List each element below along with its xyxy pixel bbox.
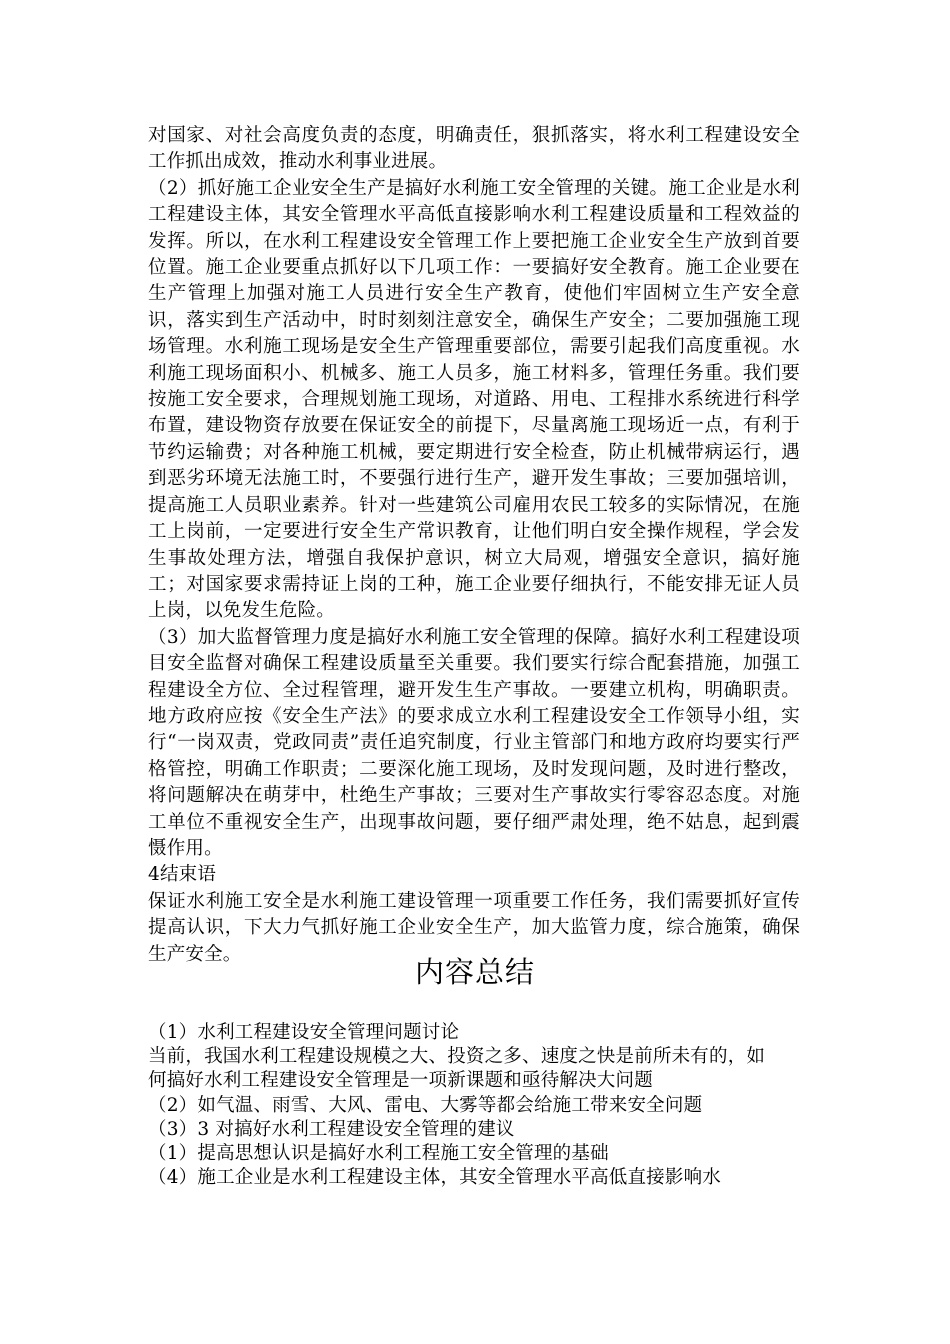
section-heading-conclusion: 4结束语 — [148, 864, 217, 886]
summary-list — [148, 1021, 773, 1190]
summary-item: （1）提高思想认识是搞好水利工程施工安全管理的基础 — [148, 1143, 609, 1165]
paragraph-enterprise-safety: （2）抓好施工企业安全生产是搞好水利施工安全管理的关键。施工企业是水利工程建设主体，其安全管理水平高低直接影响水利工程建设质量和工程效益的发挥。所以，在水利工程建设安全管理工作上要把施工企业安全生产放到首要位置。施工企业要重点抓好以下几项工作：一要搞好安全教育。施工企业要在生产管理上加强对施工人员进行安全生产教育，使他们牢固树立生产安全意识，落实到生产活动中，时时刻刻注意安全，确保生产安全；二要加强施工现场管理。水利施工现场是安全生产管理重要部位，需要引起我们高度重视。水利施工现场面积小、机械多、施工人员多，施工材料多，管理任务重。我们要按施工安全要求，合理规划施工现场，对道路、用电、工程排水系统进行科学布置，建设物资存放要在保证安全的前提下，尽量离施工现场近一点，有利于节约运输费；对各种施工机械，要定期进行安全检查，防止机械带病运行，遇到恶劣环境无法施工时，不要强行进行生产，避开发生事故；三要加强培训，提高施工人员职业素养。针对一些建筑公司雇用农民工较多的实际情况，在施工上岗前，一定要进行安全生产常识教育，让他们明白安全操作规程，学会发生事故处理方法，增强自我保护意识，树立大局观，增强安全意识，搞好施工；对国家要求需持证上岗的工种，施工企业要仔细执行，不能安排无证人员上岗，以免发生危险。 — [148, 177, 800, 622]
paragraph-conclusion: 保证水利施工安全是水利施工建设管理一项重要工作任务，我们需要抓好宣传提高认识，下大力气抓好施工企业安全生产，加大监管力度，综合施策，确保生产安全。 — [148, 890, 800, 965]
summary-item: （3）3 对搞好水利工程建设安全管理的建议 — [148, 1118, 515, 1140]
summary-title: 内容总结 — [414, 955, 535, 989]
summary-item: 当前，我国水利工程建设规模之大、投资之多、速度之快是前所未有的，如何搞好水利工程建设安全管理是一项新课题和亟待解决大问题 — [148, 1046, 766, 1092]
summary-item: （2）如气温、雨雪、大风、雷电、大雾等都会给施工带来安全问题 — [148, 1094, 703, 1116]
summary-item: （1）水利工程建设安全管理问题讨论 — [148, 1022, 460, 1043]
body-text — [148, 123, 800, 968]
paragraph-intro: 对国家、对社会高度负责的态度，明确责任，狠抓落实，将水利工程建设安全工作抓出成效，推动水利事业进展。 — [148, 125, 800, 173]
summary-item: （4）施工企业是水利工程建设主体，其安全管理水平高低直接影响水 — [148, 1167, 721, 1189]
paragraph-supervision: （3）加大监督管理力度是搞好水利施工安全管理的保障。搞好水利工程建设项目安全监督对确保工程建设质量至关重要。我们要实行综合配套措施，加强工程建设全方位、全过程管理，避开发生生产事故。一要建立机构，明确职责。地方政府应按《安全生产法》的要求成立水利工程建设安全工作领导小组，实行“一岗双责，党政同责”责任追究制度，行业主管部门和地方政府均要实行严格管控，明确工作职责；二要深化施工现场，及时发现问题，及时进行整改，将问题解决在萌芽中，杜绝生产事故；三要对生产事故实行零容忍态度。对施工单位不重视安全生产，出现事故问题，要仔细严肃处理，绝不姑息，起到震慑作用。 — [148, 626, 800, 859]
